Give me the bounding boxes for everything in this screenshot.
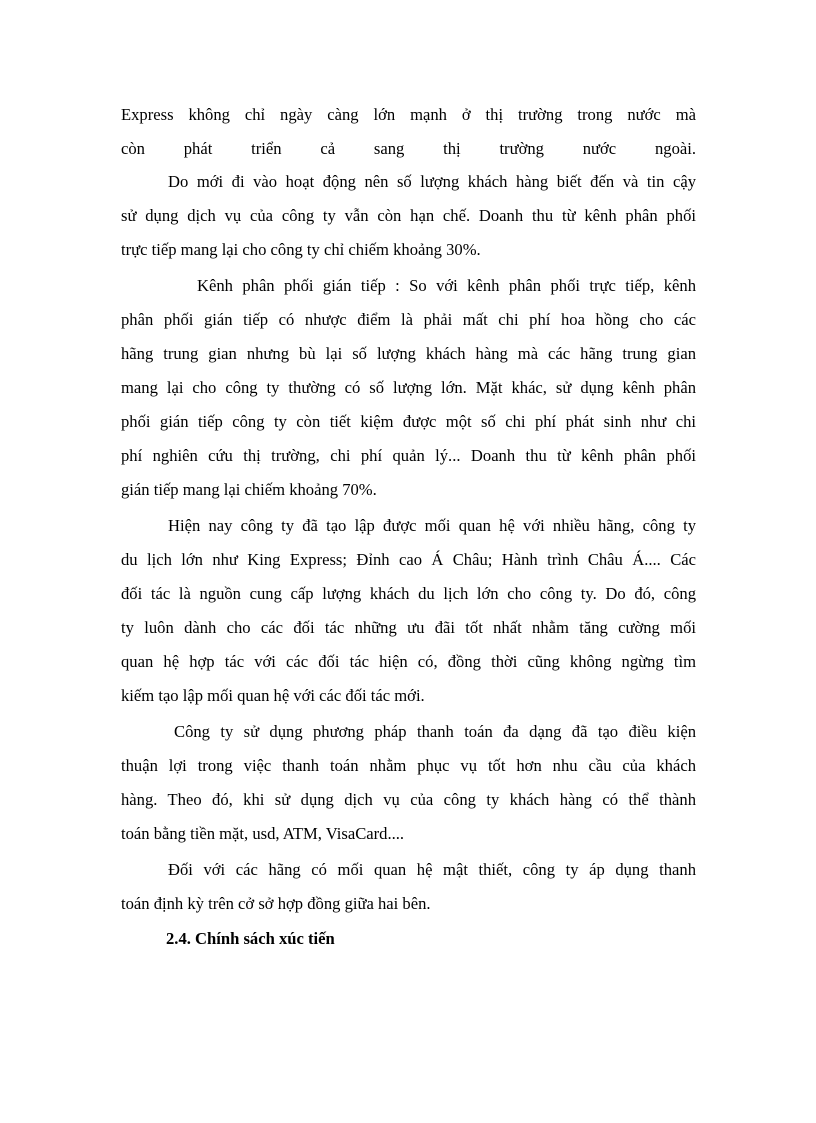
text-line: ty luôn dành cho các đối tác những ưu đãi tốt nhất nhằm tăng cường mối — [121, 618, 696, 637]
text-line: đối tác là nguồn cung cấp lượng khách du lịch lớn cho công ty. Do đó, công — [121, 584, 696, 603]
text-line: toán định kỳ trên cở sở hợp đồng giữa hai bên. — [121, 894, 431, 913]
section-heading: 2.4. Chính sách xúc tiến — [166, 929, 335, 948]
text-line: mang lại cho công ty thường có số lượng lớn. Mặt khác, sử dụng kênh phân — [121, 378, 696, 397]
text-line: phân phối gián tiếp có nhược điểm là phải mất chi phí hoa hồng cho các — [121, 310, 696, 329]
text-line: trực tiếp mang lại cho công ty chỉ chiếm khoảng 30%. — [121, 240, 481, 259]
text-line: quan hệ hợp tác với các đối tác hiện có, đồng thời cũng không ngừng tìm — [121, 652, 696, 671]
text-line: hãng trung gian nhưng bù lại số lượng khách hàng mà các hãng trung gian — [121, 344, 696, 363]
text-line: còn phát triển cả sang thị trường nước ngoài. — [121, 139, 696, 158]
text-line: gián tiếp mang lại chiếm khoảng 70%. — [121, 480, 377, 499]
text-line: Do mới đi vào hoạt động nên số lượng khách hàng biết đến và tin cậy — [168, 172, 696, 191]
text-line: kiếm tạo lập mối quan hệ với các đối tác mới. — [121, 686, 425, 705]
text-line: Kênh phân phối gián tiếp : So với kênh phân phối trực tiếp, kênh — [197, 276, 696, 295]
text-line: Công ty sử dụng phương pháp thanh toán đa dạng đã tạo điều kiện — [174, 722, 696, 741]
text-line: Đối với các hãng có mối quan hệ mật thiết, công ty áp dụng thanh — [168, 860, 696, 879]
text-line: toán bằng tiền mặt, usd, ATM, VisaCard.... — [121, 824, 405, 843]
text-line: du lịch lớn như King Express; Đỉnh cao Á Châu; Hành trình Châu Á.... Các — [121, 550, 696, 569]
text-line: phí nghiên cứu thị trường, chi phí quản lý... Doanh thu từ kênh phân phối — [121, 446, 696, 465]
text-line: hàng. Theo đó, khi sử dụng dịch vụ của công ty khách hàng có thể thành — [121, 790, 696, 809]
text-line: phối gián tiếp công ty còn tiết kiệm được một số chi phí phát sinh như chi — [121, 412, 696, 431]
text-line: Express không chỉ ngày càng lớn mạnh ở thị trường trong nước mà — [121, 105, 696, 124]
text-line: sử dụng dịch vụ của công ty vẫn còn hạn chế. Doanh thu từ kênh phân phối — [121, 206, 696, 225]
text-line: thuận lợi trong việc thanh toán nhằm phục vụ tốt hơn nhu cầu của khách — [121, 756, 696, 775]
text-line: Hiện nay công ty đã tạo lập được mối quan hệ với nhiều hãng, công ty — [168, 516, 696, 535]
